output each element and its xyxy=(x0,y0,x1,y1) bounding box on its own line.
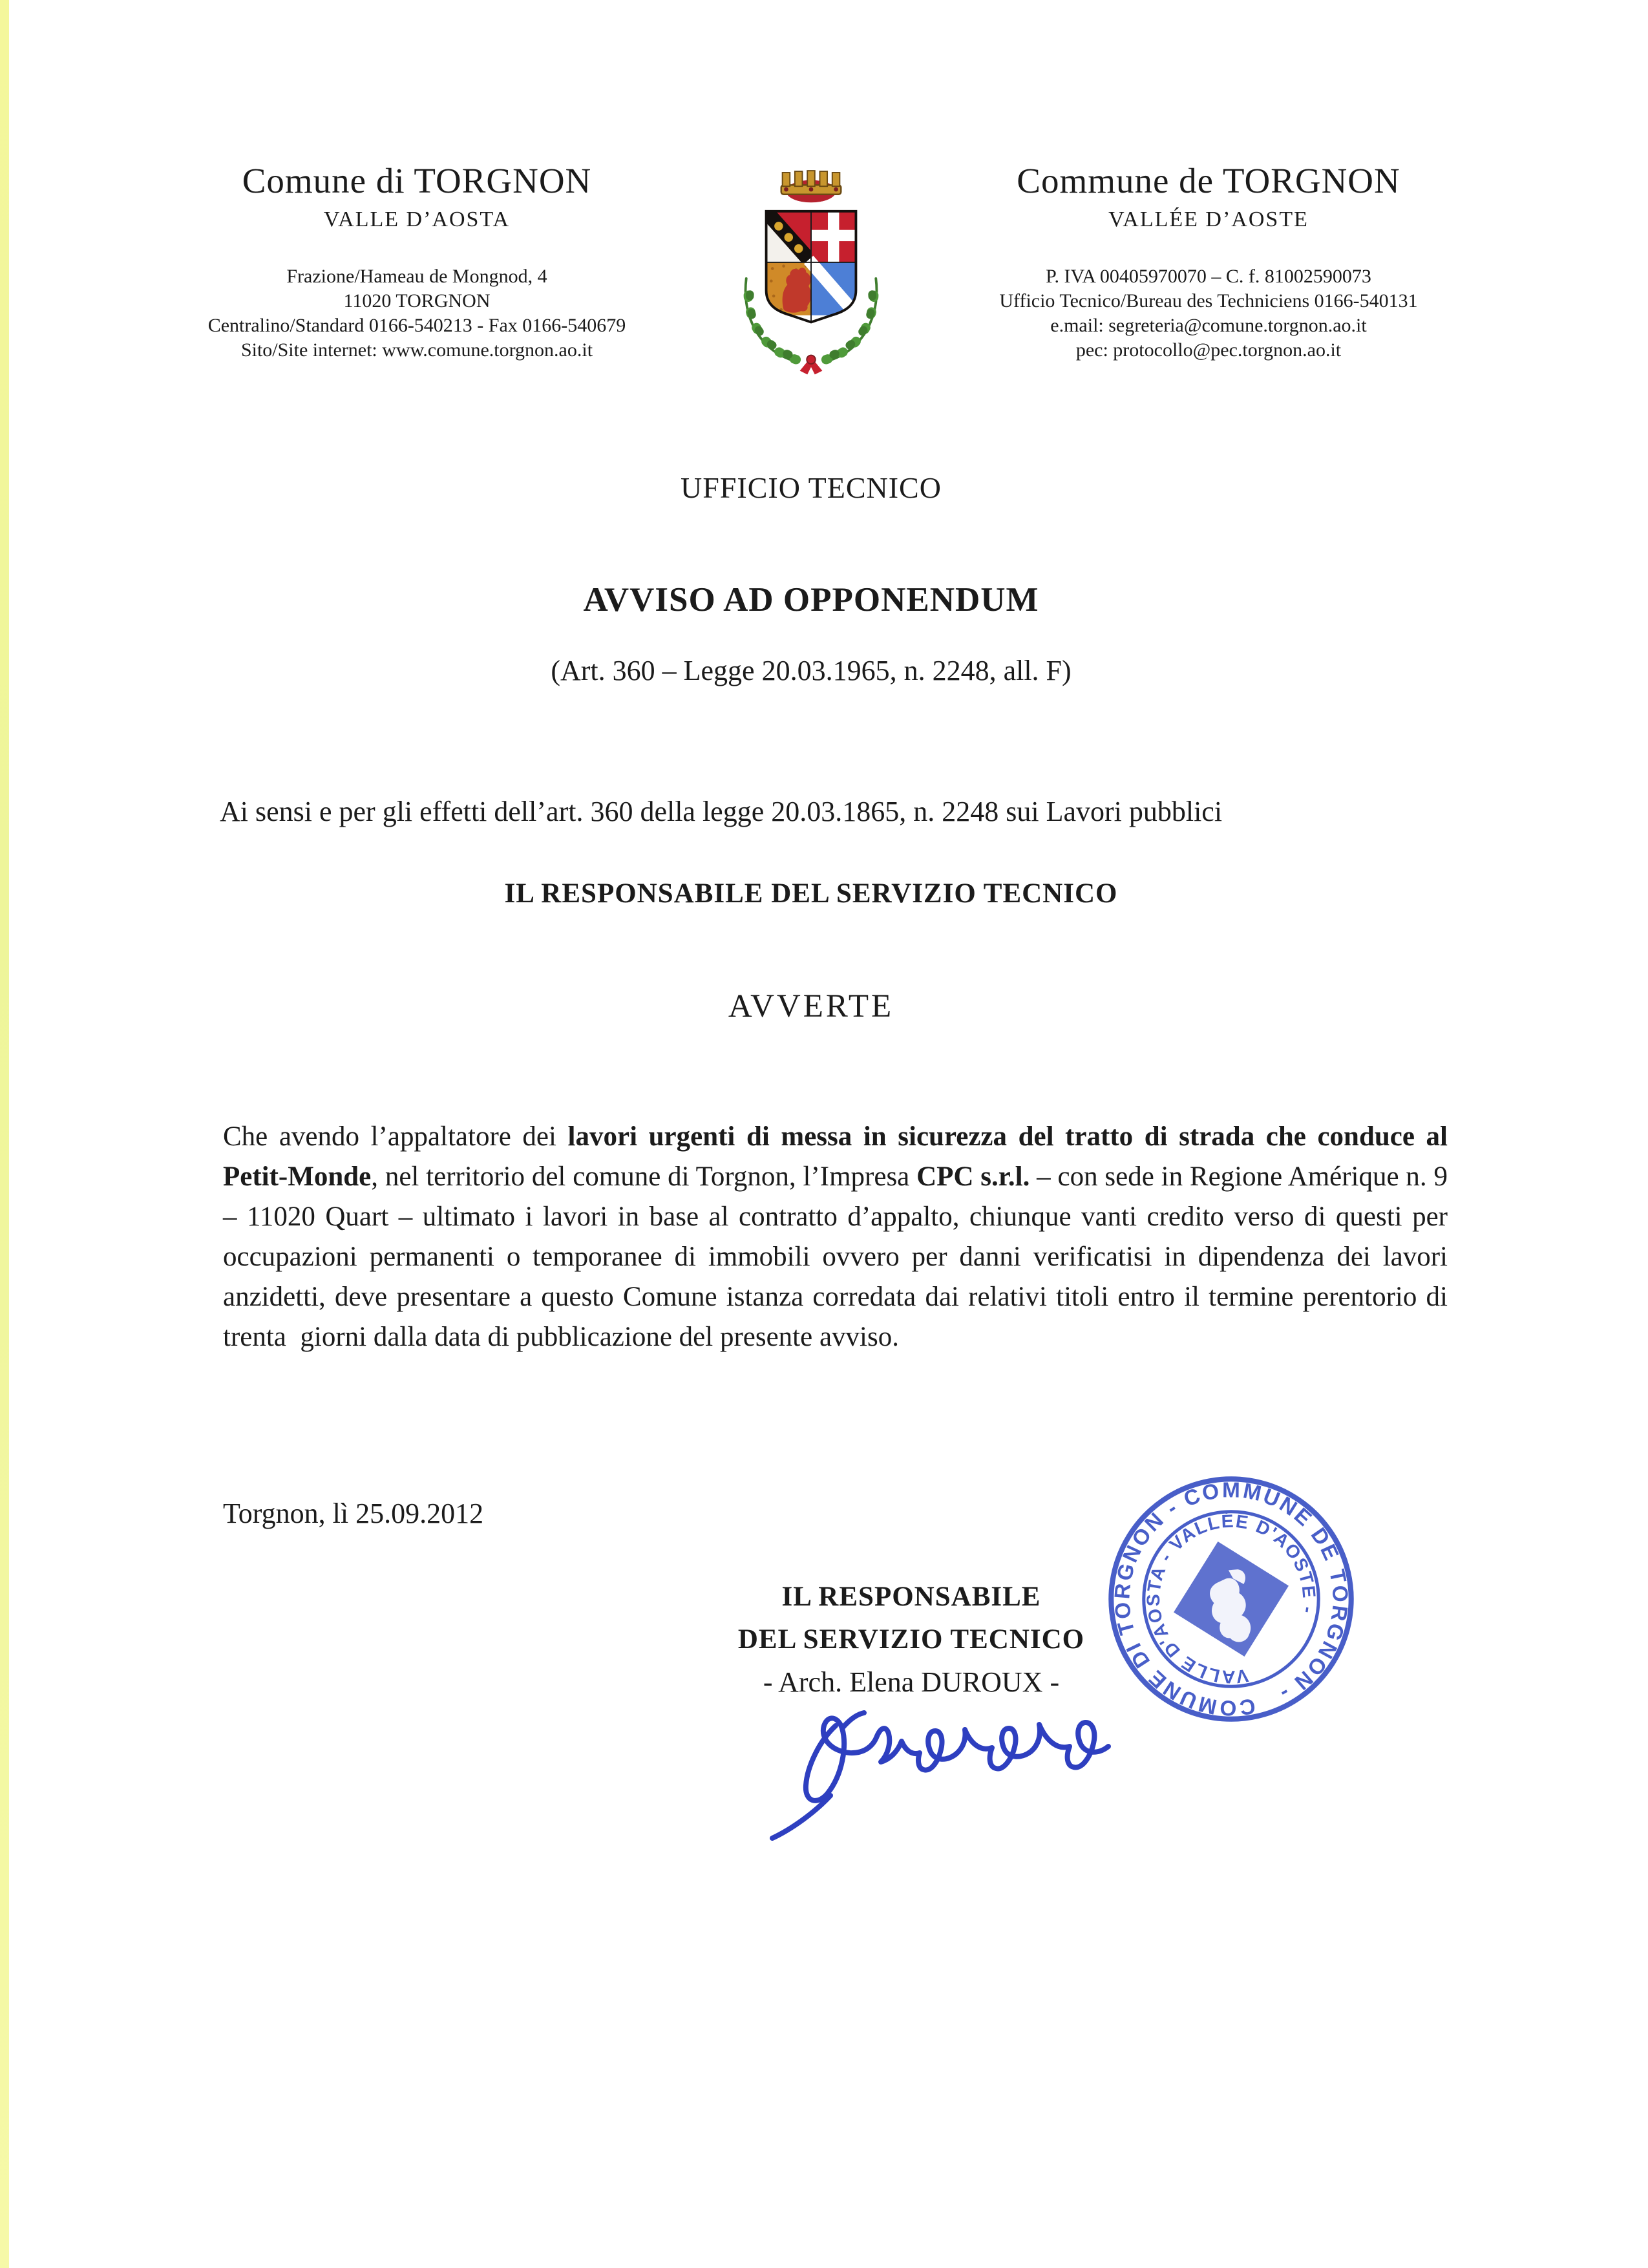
notice-paragraph xyxy=(223,1117,1455,1357)
letterhead-french xyxy=(944,160,1474,363)
org-contact-italian xyxy=(162,264,672,363)
document-title: AVVISO AD OPPONENDUM xyxy=(583,581,1039,619)
letterhead-line: e.mail: segreteria@comune.torgnon.ao.it xyxy=(1050,315,1367,336)
letterhead-line: pec: protocollo@pec.torgnon.ao.it xyxy=(1075,339,1342,361)
signer-role-line1: IL RESPONSABILE xyxy=(781,1582,1041,1612)
paragraph-bold-company: CPC s.r.l. xyxy=(916,1161,1030,1192)
legal-premise: Ai sensi e per gli effetti dell’art. 360 della legge 20.03.1865, n. 2248 sui Lavori pubblici xyxy=(220,796,1223,827)
org-title-french: Commune de TORGNON xyxy=(1017,161,1400,200)
letterhead-line: Ufficio Tecnico/Bureau des Techniciens 0166-540131 xyxy=(999,290,1418,312)
announce-heading: AVVERTE xyxy=(728,988,894,1024)
org-subtitle-french: VALLÉE D’AOSTE xyxy=(1108,207,1309,231)
crest-ribbon xyxy=(800,355,823,375)
stamp-inner-text: VALLE D'AOSTA - VALLÉE D'AOSTE - xyxy=(1143,1510,1320,1688)
signer-role-line2: DEL SERVIZIO TECNICO xyxy=(737,1624,1085,1655)
municipal-coat-of-arms-icon xyxy=(724,154,898,383)
paragraph-text: , nel territorio del comune di Torgnon, l’Impresa xyxy=(371,1161,917,1192)
letterhead-line: Centralino/Standard 0166-540213 - Fax 0166-540679 xyxy=(207,315,626,336)
scan-edge-artifact xyxy=(0,0,9,2268)
office-heading: UFFICIO TECNICO xyxy=(681,471,942,504)
org-contact-french xyxy=(944,264,1474,363)
stamp-outer-text: COMUNE DI TORGNON - COMMUNE DE TORGNON - xyxy=(1110,1478,1352,1720)
document-subtitle: (Art. 360 – Legge 20.03.1965, n. 2248, all. F) xyxy=(551,655,1072,686)
dateline: Torgnon, lì 25.09.2012 xyxy=(223,1498,484,1529)
letterhead-line: 11020 TORGNON xyxy=(343,290,491,312)
signer-name: - Arch. Elena DUROUX - xyxy=(763,1666,1060,1698)
handwritten-signature xyxy=(753,1649,1205,1843)
letterhead-line: Frazione/Hameau de Mongnod, 4 xyxy=(286,266,547,287)
letterhead-line: P. IVA 00405970070 – C. f. 81002590073 xyxy=(1046,266,1371,287)
paragraph-text: – con sede in Regione Amérique n. 9 – 11020 Quart – ultimato i lavori in base al contratto d’appalto, chiunque vanti credito verso di questi per occupazioni permanenti o temporanee di immobili ovvero per danni verificatisi in dipendenza dei lavori anzidetti, deve presentare a questo Comune istanza corredata dai relativi titoli entro il termine perentorio di trenta giorni dalla data di pubblicazione del presente avviso. xyxy=(223,1161,1455,1352)
org-title-italian: Comune di TORGNON xyxy=(242,161,592,200)
crest-shield xyxy=(764,209,859,322)
org-subtitle-italian: VALLE D’AOSTA xyxy=(323,207,511,231)
letterhead-line: Sito/Site internet: www.comune.torgnon.ao.it xyxy=(240,339,593,361)
role-heading: IL RESPONSABILE DEL SERVIZIO TECNICO xyxy=(504,878,1118,909)
paragraph-text: Che avendo l’appaltatore dei xyxy=(223,1121,568,1152)
paragraph-bold-works: lavori urgenti di messa in sicurezza del tratto di strada che conduce al Petit-Monde xyxy=(223,1121,1455,1192)
crest-crown xyxy=(781,171,841,202)
letterhead-italian xyxy=(162,160,672,363)
